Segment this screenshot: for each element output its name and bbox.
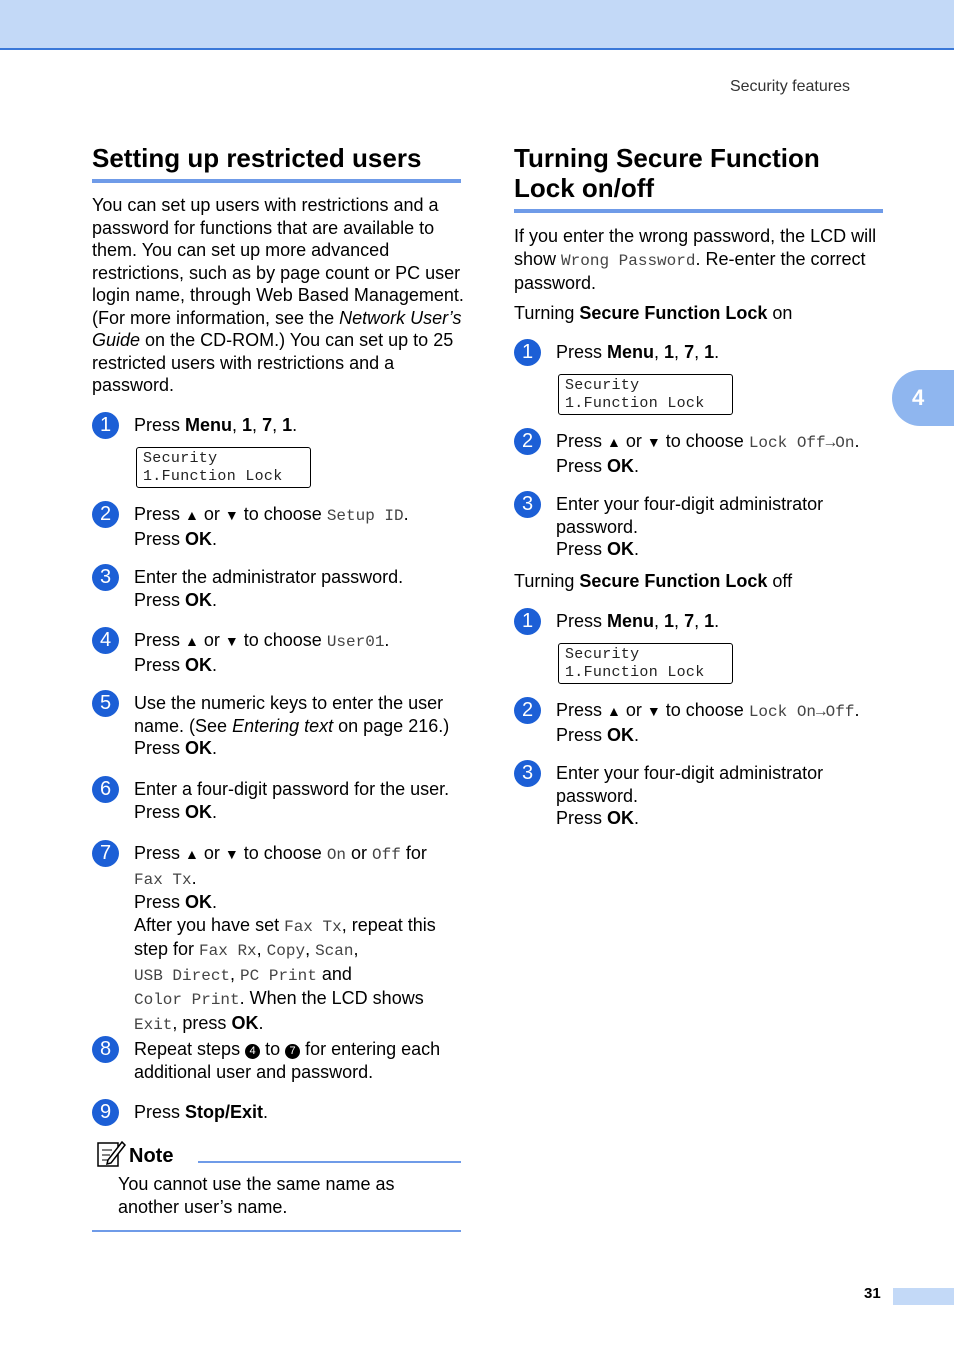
up-arrow-icon: ▲ — [185, 507, 199, 523]
step-text — [556, 699, 886, 746]
down-arrow-icon: ▼ — [646, 434, 661, 450]
up-arrow-icon: ▲ — [607, 434, 621, 450]
down-arrow-icon: ▼ — [646, 703, 661, 719]
bold-key-text: Menu — [607, 611, 655, 631]
up-arrow-icon: ▲ — [185, 633, 199, 649]
step-text — [556, 610, 886, 633]
text-fragment: , — [654, 342, 665, 362]
lcd-text: Setup ID — [326, 507, 404, 525]
text-fragment: Enter the administrator password. — [134, 567, 404, 587]
lcd-text: Lock On→Off — [748, 703, 855, 721]
text-fragment: , — [256, 939, 267, 959]
lcd-text: USB Direct — [134, 966, 231, 985]
text-fragment: Press — [134, 630, 186, 650]
text-fragment: . — [854, 431, 860, 451]
step-text — [556, 430, 886, 477]
text-fragment: , — [230, 963, 241, 984]
lcd-line-2: 1.Function Lock — [143, 468, 283, 485]
bold-key-text: Secure Function Lock — [579, 303, 768, 323]
step-text — [134, 1101, 464, 1124]
bold-key-text: 7 — [684, 342, 695, 362]
step-number-badge: 1 — [514, 608, 541, 635]
text-fragment: Press — [556, 808, 608, 828]
text-fragment: Press — [134, 415, 186, 435]
text-fragment: Press — [134, 843, 186, 863]
text-fragment: or — [198, 630, 225, 650]
note-box — [92, 1138, 461, 1232]
text-fragment: Press — [134, 892, 186, 912]
text-fragment: Press — [134, 801, 186, 822]
lcd-text: Wrong Password — [561, 251, 696, 270]
bold-key-text: Stop/Exit — [185, 1102, 264, 1122]
text-fragment: , — [674, 342, 685, 362]
intro-paragraph — [92, 194, 464, 397]
lcd-text: On — [326, 846, 347, 864]
text-fragment: . — [292, 415, 298, 435]
lcd-line-2: 1.Function Lock — [565, 664, 705, 681]
text-fragment: Enter your four-digit administrator password. — [556, 494, 824, 537]
bold-key-text: OK — [185, 801, 213, 822]
bold-key-text: Secure Function Lock — [579, 571, 768, 591]
text-fragment: Press — [134, 504, 186, 524]
text-fragment: to choose — [238, 843, 327, 863]
text-fragment: . — [634, 724, 640, 745]
note-pencil-icon — [96, 1138, 126, 1168]
step-number-badge: 1 — [92, 412, 119, 439]
step-number-badge: 5 — [92, 690, 119, 717]
text-fragment: . Re-enter the correct password. — [514, 248, 866, 293]
chapter-tab: 4 — [892, 370, 954, 426]
bold-key-text: OK — [607, 724, 635, 745]
step-text — [134, 629, 464, 676]
lcd-text: Color Print — [134, 991, 240, 1009]
up-arrow-icon: ▲ — [185, 846, 199, 862]
text-fragment: Press — [134, 654, 186, 675]
step-text — [134, 566, 464, 611]
step-text — [134, 503, 464, 550]
text-fragment: You can set up users with restrictions and a password for functions that are available to them. You can set up more advanced restrictions, such as by page count or PC user login name, through Web Based Management. (For more information, see the — [92, 195, 464, 328]
lcd-line-1: Security — [565, 646, 640, 663]
lcd-text: Scan — [315, 942, 354, 960]
step-text — [134, 1038, 464, 1083]
text-fragment: . — [714, 611, 720, 631]
section-title-restricted-users: Setting up restricted users — [92, 143, 461, 183]
text-fragment: on — [767, 303, 793, 323]
text-fragment: Press — [556, 455, 608, 476]
lcd-text: Fax Rx — [199, 942, 257, 960]
text-fragment: Lock on/off — [514, 173, 655, 203]
text-fragment: or — [346, 843, 373, 863]
bold-key-text: Menu — [607, 342, 655, 362]
text-fragment: , — [694, 342, 705, 362]
bold-key-text: OK — [607, 808, 635, 828]
text-fragment: Repeat steps — [134, 1039, 246, 1059]
bold-key-text: OK — [231, 1012, 259, 1033]
text-fragment: . — [212, 528, 218, 549]
step-number-badge: 3 — [514, 491, 541, 518]
text-fragment: to choose — [660, 700, 749, 720]
lcd-text: Exit — [134, 1015, 173, 1034]
text-fragment: . — [212, 801, 218, 822]
bold-key-text: OK — [607, 455, 635, 476]
bold-key-text: 1 — [664, 611, 675, 631]
note-rule — [198, 1161, 461, 1163]
step-number-badge: 7 — [92, 840, 119, 867]
text-fragment: Press — [556, 539, 608, 559]
text-fragment: Turning Secure Function — [514, 143, 820, 173]
text-fragment: . — [384, 630, 390, 650]
step-number-badge: 3 — [92, 564, 119, 591]
down-arrow-icon: ▼ — [224, 846, 239, 862]
lcd-line-1: Security — [565, 377, 640, 394]
text-fragment: Press — [134, 528, 186, 549]
text-fragment: Use the numeric keys to enter the user name. (See — [134, 693, 444, 736]
section-title-secure-function-lock — [514, 143, 883, 213]
bold-key-text: 1 — [242, 415, 253, 435]
step-number-badge: 4 — [92, 627, 119, 654]
bold-key-text: OK — [185, 528, 213, 549]
lcd-text: Fax Tx — [134, 870, 192, 889]
text-fragment: to choose — [238, 630, 327, 650]
text-fragment: . — [212, 738, 218, 758]
note-text: You cannot use the same name as another user’s name. — [118, 1174, 395, 1217]
top-banner — [0, 0, 954, 50]
text-fragment: . — [854, 700, 860, 720]
text-fragment: Press — [556, 700, 608, 720]
up-arrow-icon: ▲ — [607, 703, 621, 719]
text-fragment: for — [400, 843, 427, 863]
step-number-badge: 2 — [514, 697, 541, 724]
lcd-display — [558, 374, 733, 415]
text-fragment: , — [232, 415, 243, 435]
text-fragment: or — [620, 700, 647, 720]
bold-key-text: OK — [185, 892, 213, 912]
lcd-display — [558, 643, 733, 684]
text-fragment: . — [634, 808, 640, 828]
bold-key-text: 1 — [282, 415, 293, 435]
step-text — [134, 414, 464, 437]
text-fragment: . — [258, 1012, 264, 1033]
text-fragment: on page 216.) — [333, 715, 450, 736]
text-fragment: , press — [172, 1012, 232, 1033]
step-text — [134, 692, 464, 760]
lcd-text: Lock Off→On — [748, 434, 855, 452]
step-text — [556, 762, 856, 830]
text-fragment: , — [252, 415, 263, 435]
text-fragment: to choose — [238, 504, 327, 524]
bold-key-text: OK — [185, 738, 213, 758]
lcd-display — [136, 447, 311, 488]
step-number-badge: 6 — [92, 776, 119, 803]
intro-paragraph — [514, 225, 886, 295]
lcd-text: Copy — [266, 942, 306, 960]
text-fragment: , — [305, 939, 316, 959]
text-fragment: to choose — [660, 431, 749, 451]
bold-key-text: OK — [185, 654, 213, 675]
step-text — [556, 341, 886, 364]
step-number-badge: 1 — [514, 339, 541, 366]
text-fragment: , — [674, 611, 685, 631]
text-fragment: for entering each additional user and password. — [134, 1039, 441, 1082]
step-number-badge: 2 — [514, 428, 541, 455]
subheading-lock-off — [514, 570, 886, 593]
page-number: 31 — [864, 1285, 881, 1302]
text-fragment: Press — [556, 611, 608, 631]
text-fragment: on the CD-ROM.) You can set up to 25 restricted users with restrictions and a password. — [92, 330, 454, 395]
text-fragment: . — [634, 539, 640, 559]
step-number-badge: 9 — [92, 1099, 119, 1126]
text-fragment: or — [620, 431, 647, 451]
text-fragment: . — [263, 1102, 269, 1122]
lcd-line-1: Security — [143, 450, 218, 467]
down-arrow-icon: ▼ — [224, 507, 239, 523]
text-fragment: to — [260, 1039, 286, 1059]
text-fragment: , — [353, 939, 359, 959]
text-fragment: , — [272, 415, 283, 435]
text-fragment: Turning — [514, 571, 580, 591]
text-fragment: Press — [556, 724, 608, 745]
subheading-lock-on — [514, 302, 886, 325]
bold-key-text: 7 — [262, 415, 273, 435]
page-number-bar — [893, 1288, 954, 1305]
text-fragment: . — [212, 654, 218, 675]
text-fragment: . — [212, 892, 218, 912]
step-text — [556, 493, 856, 561]
down-arrow-icon: ▼ — [224, 633, 239, 649]
text-fragment: . — [212, 589, 218, 610]
step-reference-badge: 7 — [285, 1044, 300, 1059]
text-fragment: Press — [134, 589, 186, 610]
lcd-text: Fax Tx — [284, 917, 342, 936]
text-fragment: Enter a four-digit password for the user. — [134, 779, 450, 799]
lcd-line-2: 1.Function Lock — [565, 395, 705, 412]
bold-key-text: Menu — [185, 415, 233, 435]
text-fragment: . — [714, 342, 720, 362]
running-header: Security features — [729, 78, 850, 95]
text-fragment: , repeat this step for — [134, 914, 436, 959]
text-fragment: Press — [134, 738, 186, 758]
lcd-text: PC Print — [240, 966, 317, 985]
text-fragment: , — [654, 611, 665, 631]
text-fragment: off — [767, 571, 793, 591]
text-fragment: . — [634, 455, 640, 476]
note-label: Note — [129, 1145, 174, 1167]
text-fragment: or — [198, 504, 225, 524]
step-reference-badge: 4 — [245, 1044, 260, 1059]
bold-key-text: 1 — [664, 342, 675, 362]
step-text — [134, 842, 464, 1036]
bold-key-text: 7 — [684, 611, 695, 631]
text-fragment: If you enter the wrong password, the LCD will show — [514, 226, 877, 269]
lcd-text: Off — [372, 846, 401, 864]
text-fragment: , — [694, 611, 705, 631]
step-number-badge: 8 — [92, 1036, 119, 1063]
text-fragment: and — [316, 963, 352, 984]
text-fragment: Turning — [514, 303, 580, 323]
text-fragment: Press — [556, 342, 608, 362]
bold-key-text: 1 — [704, 611, 715, 631]
bold-key-text: OK — [185, 589, 213, 610]
text-fragment: . When the LCD shows — [239, 988, 424, 1008]
text-fragment: Entering text — [232, 715, 334, 736]
text-fragment: . — [191, 867, 197, 888]
text-fragment: After you have set — [134, 914, 285, 935]
bold-key-text: 1 — [704, 342, 715, 362]
guide-reference: Network User’s Guide — [92, 307, 462, 350]
text-fragment: Enter your four-digit administrator password. — [556, 763, 824, 806]
text-fragment: Press — [556, 431, 608, 451]
text-fragment: . — [403, 504, 409, 524]
lcd-text: User01 — [326, 633, 385, 651]
step-number-badge: 2 — [92, 501, 119, 528]
text-fragment: Press — [134, 1102, 186, 1122]
bold-key-text: OK — [607, 539, 635, 559]
step-number-badge: 3 — [514, 760, 541, 787]
text-fragment: or — [198, 843, 225, 863]
step-text — [134, 778, 464, 823]
